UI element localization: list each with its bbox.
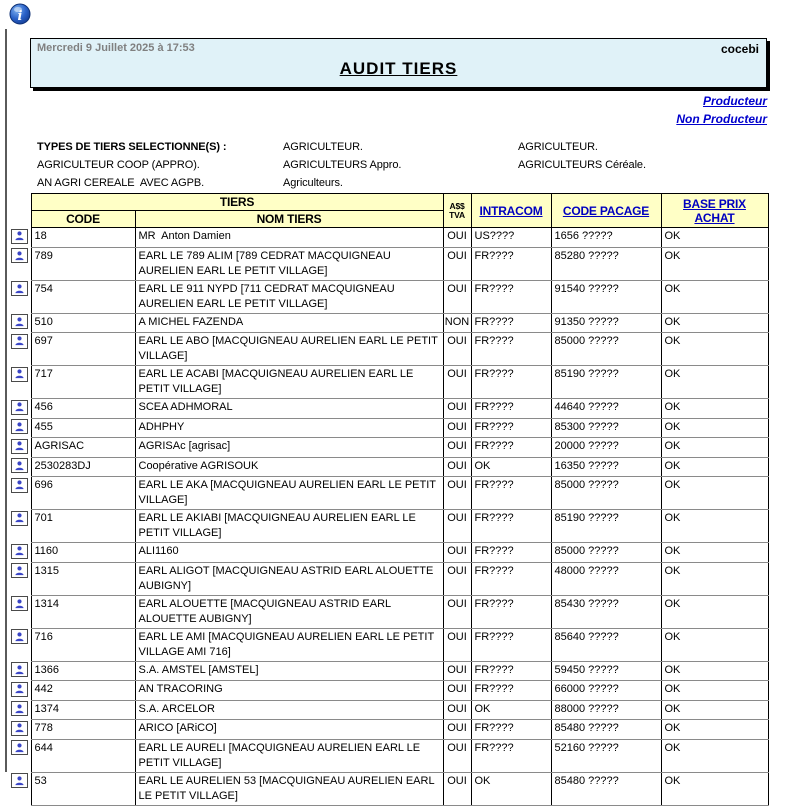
cell-tva: OUI	[443, 457, 471, 477]
table-row	[9, 543, 768, 563]
person-icon[interactable]	[11, 478, 28, 493]
page-left-border	[5, 29, 7, 772]
cell-code: 1160	[31, 543, 135, 563]
cell-pacage: 85640 ?????	[551, 628, 661, 661]
table-row	[9, 661, 768, 681]
row-icon-cell	[9, 510, 31, 543]
cell-pacage: 20000 ?????	[551, 438, 661, 458]
person-icon[interactable]	[11, 701, 28, 716]
company-name: cocebi	[720, 42, 759, 56]
selected-type: AGRICULTEURS Céréale.	[518, 159, 646, 171]
table-row	[9, 562, 768, 595]
cell-pacage: 1656 ?????	[551, 228, 661, 248]
cell-pacage: 85480 ?????	[551, 772, 661, 805]
cell-pacage: 85000 ?????	[551, 543, 661, 563]
cell-base: OK	[661, 418, 768, 438]
cell-name: EARL LE 911 NYPD [711 CEDRAT MACQUIGNEAU AURELIEN EARL LE PETIT VILLAGE]	[135, 280, 443, 313]
cell-intracom: FR????	[471, 280, 551, 313]
cell-name: Coopérative AGRISOUK	[135, 457, 443, 477]
cell-intracom: FR????	[471, 418, 551, 438]
cell-base: OK	[661, 681, 768, 701]
table-row	[9, 313, 768, 333]
cell-base: OK	[661, 772, 768, 805]
cell-base: OK	[661, 247, 768, 280]
cell-tva: OUI	[443, 661, 471, 681]
cell-name: EARL LE ABO [MACQUIGNEAU AURELIEN EARL LE PETIT VILLAGE]	[135, 333, 443, 366]
person-icon[interactable]	[11, 248, 28, 263]
cell-code: 1314	[31, 595, 135, 628]
selected-type: AGRICULTEUR.	[283, 141, 363, 153]
row-icon-cell	[9, 247, 31, 280]
cell-pacage: 91540 ?????	[551, 280, 661, 313]
cell-pacage: 91350 ?????	[551, 313, 661, 333]
cell-pacage: 85000 ?????	[551, 477, 661, 510]
cell-pacage: 16350 ?????	[551, 457, 661, 477]
cell-code: 53	[31, 772, 135, 805]
row-icon-cell	[9, 543, 31, 563]
cell-name: AN TRACORING	[135, 681, 443, 701]
cell-intracom: FR????	[471, 247, 551, 280]
row-icon-cell	[9, 333, 31, 366]
column-header-code-pacage	[551, 194, 661, 228]
cell-tva: OUI	[443, 628, 471, 661]
cell-pacage: 85480 ?????	[551, 720, 661, 740]
cell-name: SCEA ADHMORAL	[135, 399, 443, 419]
cell-code: 778	[31, 720, 135, 740]
cell-base: OK	[661, 595, 768, 628]
column-header-nom-tiers: NOM TIERS	[135, 211, 443, 228]
table-row	[9, 228, 768, 248]
column-header-code: CODE	[31, 211, 135, 228]
info-icon[interactable]	[9, 3, 31, 25]
cell-intracom: FR????	[471, 366, 551, 399]
person-icon[interactable]	[11, 439, 28, 454]
cell-pacage: 85190 ?????	[551, 510, 661, 543]
row-icon-cell	[9, 399, 31, 419]
cell-pacage: 59450 ?????	[551, 661, 661, 681]
row-icon-cell	[9, 700, 31, 720]
cell-code: 442	[31, 681, 135, 701]
cell-intracom: FR????	[471, 543, 551, 563]
cell-intracom: FR????	[471, 510, 551, 543]
row-icon-cell	[9, 720, 31, 740]
table-row	[9, 477, 768, 510]
person-icon[interactable]	[11, 629, 28, 644]
cell-pacage: 88000 ?????	[551, 700, 661, 720]
row-icon-cell	[9, 739, 31, 772]
table-row	[9, 720, 768, 740]
table-row	[9, 772, 768, 805]
cell-intracom: FR????	[471, 313, 551, 333]
cell-base: OK	[661, 720, 768, 740]
cell-code: 1374	[31, 700, 135, 720]
person-icon[interactable]	[11, 334, 28, 349]
table-row	[9, 700, 768, 720]
column-header-ass-tva	[443, 194, 471, 228]
cell-name: EARL ALOUETTE [MACQUIGNEAU ASTRID EARL ALOUETTE AUBIGNY]	[135, 595, 443, 628]
cell-base: OK	[661, 280, 768, 313]
cell-tva: OUI	[443, 562, 471, 595]
row-icon-cell	[9, 562, 31, 595]
base-prix-achat-sort-link[interactable]: BASE PRIX ACHAT	[683, 196, 746, 225]
row-icon-cell	[9, 661, 31, 681]
cell-intracom: FR????	[471, 628, 551, 661]
person-icon[interactable]	[11, 596, 28, 611]
row-icon-cell	[9, 772, 31, 805]
row-icon-cell	[9, 595, 31, 628]
cell-base: OK	[661, 477, 768, 510]
cell-base: OK	[661, 543, 768, 563]
svg-text:i: i	[17, 9, 23, 24]
person-icon[interactable]	[11, 281, 28, 296]
cell-name: S.A. ARCELOR	[135, 700, 443, 720]
tiers-table	[9, 193, 769, 806]
cell-code: 644	[31, 739, 135, 772]
table-row	[9, 366, 768, 399]
cell-pacage: 85190 ?????	[551, 366, 661, 399]
page-title: AUDIT TIERS	[339, 59, 458, 78]
cell-intracom: FR????	[471, 477, 551, 510]
selected-type: AN AGRI CEREALE AVEC AGPB.	[37, 177, 205, 189]
table-row	[9, 399, 768, 419]
cell-tva: OUI	[443, 772, 471, 805]
table-row	[9, 280, 768, 313]
report-header	[30, 38, 767, 88]
selected-type	[518, 174, 767, 192]
cell-intracom: OK	[471, 457, 551, 477]
person-icon[interactable]	[11, 740, 28, 755]
person-icon[interactable]	[11, 419, 28, 434]
cell-intracom: OK	[471, 700, 551, 720]
cell-base: OK	[661, 628, 768, 661]
row-icon-cell	[9, 628, 31, 661]
cell-pacage: 85300 ?????	[551, 418, 661, 438]
cell-name: EARL LE AMI [MACQUIGNEAU AURELIEN EARL LE PETIT VILLAGE AMI 716]	[135, 628, 443, 661]
cell-base: OK	[661, 366, 768, 399]
intracom-sort-link[interactable]: INTRACOM	[479, 203, 543, 218]
cell-base: OK	[661, 438, 768, 458]
cell-intracom: FR????	[471, 333, 551, 366]
selected-types-label: TYPES DE TIERS SELECTIONNE(S) :	[37, 141, 227, 153]
cell-code: 1315	[31, 562, 135, 595]
cell-name: A MICHEL FAZENDA	[135, 313, 443, 333]
cell-tva: OUI	[443, 366, 471, 399]
selected-type: AGRICULTEUR.	[518, 141, 598, 153]
person-icon[interactable]	[11, 458, 28, 473]
cell-intracom: FR????	[471, 562, 551, 595]
link-non-producteur[interactable]: Non Producteur	[676, 112, 767, 126]
cell-name: ADHPHY	[135, 418, 443, 438]
cell-code: 455	[31, 418, 135, 438]
cell-base: OK	[661, 510, 768, 543]
cell-code: 510	[31, 313, 135, 333]
person-icon[interactable]	[11, 229, 28, 244]
cell-tva: OUI	[443, 333, 471, 366]
row-icon-cell	[9, 438, 31, 458]
cell-code: 717	[31, 366, 135, 399]
cell-name: MR Anton Damien	[135, 228, 443, 248]
selected-type: AGRICULTEUR COOP (APPRO).	[37, 159, 200, 171]
cell-base: OK	[661, 313, 768, 333]
cell-base: OK	[661, 739, 768, 772]
cell-pacage: 44640 ?????	[551, 399, 661, 419]
cell-tva: OUI	[443, 399, 471, 419]
person-icon[interactable]	[11, 400, 28, 415]
person-icon[interactable]	[11, 314, 28, 329]
cell-name: EARL LE AKIABI [MACQUIGNEAU AURELIEN EARL LE PETIT VILLAGE]	[135, 510, 443, 543]
cell-tva: OUI	[443, 228, 471, 248]
quick-links	[676, 92, 767, 128]
cell-pacage: 52160 ?????	[551, 739, 661, 772]
cell-name: ARICO [ARiCO]	[135, 720, 443, 740]
row-icon-cell	[9, 477, 31, 510]
cell-intracom: FR????	[471, 438, 551, 458]
cell-name: EARL LE AKA [MACQUIGNEAU AURELIEN EARL LE PETIT VILLAGE]	[135, 477, 443, 510]
cell-code: 701	[31, 510, 135, 543]
cell-intracom: FR????	[471, 661, 551, 681]
cell-pacage: 48000 ?????	[551, 562, 661, 595]
cell-code: 754	[31, 280, 135, 313]
row-icon-cell	[9, 228, 31, 248]
cell-name: AGRISAc [agrisac]	[135, 438, 443, 458]
cell-code: 696	[31, 477, 135, 510]
person-icon[interactable]	[11, 773, 28, 788]
cell-name: EARL LE 789 ALIM [789 CEDRAT MACQUIGNEAU AURELIEN EARL LE PETIT VILLAGE]	[135, 247, 443, 280]
cell-tva: OUI	[443, 247, 471, 280]
person-icon[interactable]	[11, 721, 28, 736]
cell-name: ALI1160	[135, 543, 443, 563]
cell-pacage: 85280 ?????	[551, 247, 661, 280]
person-icon[interactable]	[11, 544, 28, 559]
column-header-intracom	[471, 194, 551, 228]
cell-code: 1366	[31, 661, 135, 681]
cell-intracom: FR????	[471, 681, 551, 701]
cell-base: OK	[661, 399, 768, 419]
cell-code: 18	[31, 228, 135, 248]
code-pacage-sort-link[interactable]: CODE PACAGE	[562, 203, 650, 218]
table-row	[9, 333, 768, 366]
cell-intracom: FR????	[471, 739, 551, 772]
cell-base: OK	[661, 700, 768, 720]
cell-name: EARL LE ACABI [MACQUIGNEAU AURELIEN EARL LE PETIT VILLAGE]	[135, 366, 443, 399]
cell-tva: OUI	[443, 595, 471, 628]
row-icon-cell	[9, 366, 31, 399]
link-producteur[interactable]: Producteur	[702, 94, 767, 108]
person-icon[interactable]	[11, 682, 28, 697]
cell-name: S.A. AMSTEL [AMSTEL]	[135, 661, 443, 681]
cell-base: OK	[661, 661, 768, 681]
person-icon[interactable]	[11, 563, 28, 578]
cell-code: AGRISAC	[31, 438, 135, 458]
table-row	[9, 247, 768, 280]
cell-pacage: 85000 ?????	[551, 333, 661, 366]
cell-base: OK	[661, 333, 768, 366]
cell-tva: OUI	[443, 418, 471, 438]
cell-pacage: 85430 ?????	[551, 595, 661, 628]
table-row	[9, 418, 768, 438]
cell-code: 697	[31, 333, 135, 366]
cell-pacage: 66000 ?????	[551, 681, 661, 701]
report-datetime: Mercredi 9 Juillet 2025 à 17:53	[37, 42, 195, 54]
cell-tva: OUI	[443, 280, 471, 313]
ass-label: A$$	[449, 200, 465, 211]
cell-code: 456	[31, 399, 135, 419]
cell-tva: OUI	[443, 543, 471, 563]
table-row	[9, 628, 768, 661]
cell-tva: OUI	[443, 477, 471, 510]
person-icon[interactable]	[11, 367, 28, 382]
cell-tva: NON	[443, 313, 471, 333]
cell-intracom: FR????	[471, 595, 551, 628]
cell-tva: OUI	[443, 438, 471, 458]
table-row	[9, 681, 768, 701]
row-icon-cell	[9, 681, 31, 701]
row-icon-cell	[9, 313, 31, 333]
table-row	[9, 457, 768, 477]
selected-type: Agriculteurs.	[283, 177, 343, 189]
row-icon-cell	[9, 457, 31, 477]
cell-base: OK	[661, 457, 768, 477]
cell-base: OK	[661, 228, 768, 248]
cell-intracom: FR????	[471, 399, 551, 419]
cell-name: EARL ALIGOT [MACQUIGNEAU ASTRID EARL ALOUETTE AUBIGNY]	[135, 562, 443, 595]
column-group-tiers: TIERS	[31, 194, 443, 211]
cell-name: EARL LE AURELIEN 53 [MACQUIGNEAU AURELIEN EARL LE PETIT VILLAGE]	[135, 772, 443, 805]
cell-code: 716	[31, 628, 135, 661]
cell-code: 2530283DJ	[31, 457, 135, 477]
tva-label: TVA	[449, 209, 465, 220]
cell-tva: OUI	[443, 681, 471, 701]
table-row	[9, 510, 768, 543]
table-row	[9, 595, 768, 628]
cell-intracom: US????	[471, 228, 551, 248]
cell-code: 789	[31, 247, 135, 280]
cell-tva: OUI	[443, 720, 471, 740]
table-row	[9, 739, 768, 772]
cell-tva: OUI	[443, 739, 471, 772]
cell-intracom: OK	[471, 772, 551, 805]
cell-tva: OUI	[443, 700, 471, 720]
cell-intracom: FR????	[471, 720, 551, 740]
person-icon[interactable]	[11, 511, 28, 526]
row-icon-cell	[9, 418, 31, 438]
cell-base: OK	[661, 562, 768, 595]
column-header-base-prix-achat	[661, 194, 768, 228]
selected-types-block	[37, 138, 767, 192]
cell-tva: OUI	[443, 510, 471, 543]
icon-column-header	[9, 194, 31, 228]
person-icon[interactable]	[11, 662, 28, 677]
cell-name: EARL LE AURELI [MACQUIGNEAU AURELIEN EARL LE PETIT VILLAGE]	[135, 739, 443, 772]
table-row	[9, 438, 768, 458]
selected-type: AGRICULTEURS Appro.	[283, 159, 402, 171]
row-icon-cell	[9, 280, 31, 313]
